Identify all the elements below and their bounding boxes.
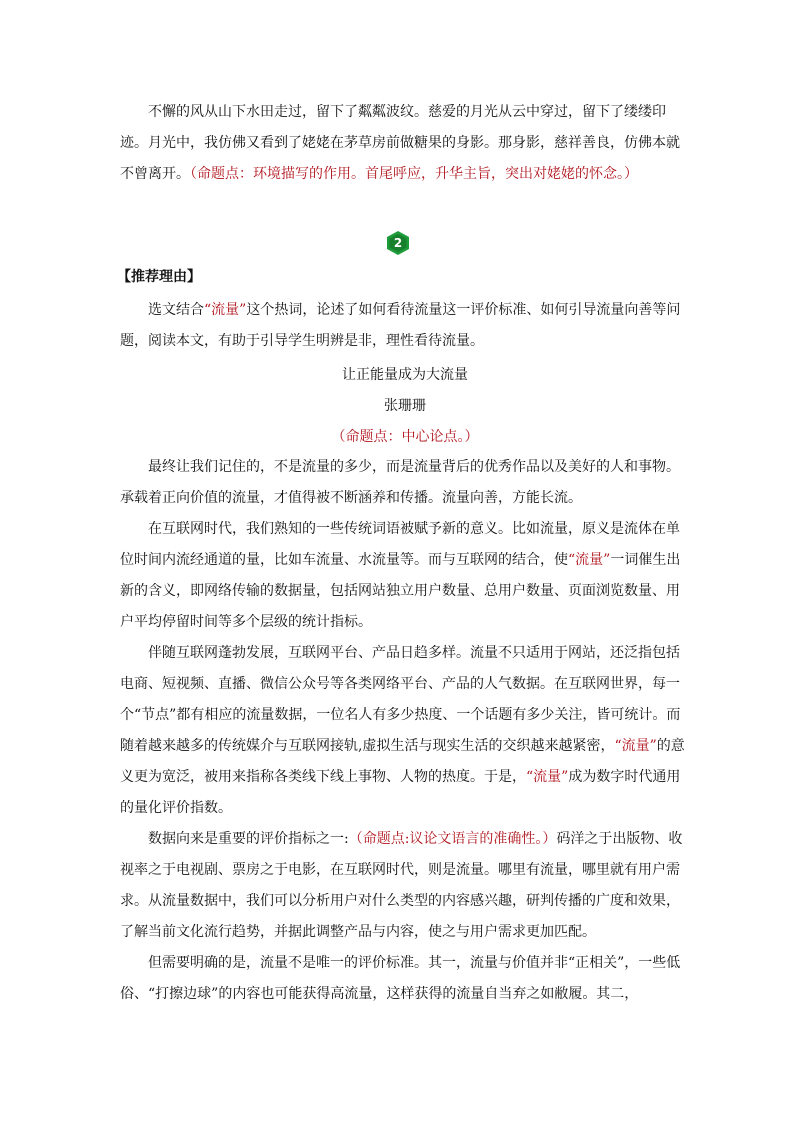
body-paragraph-4-text-a: 数据向来是重要的评价指标之一: xyxy=(148,831,349,847)
body-paragraph-2 xyxy=(120,514,690,638)
body-paragraph-3-quoted-1: “节点” xyxy=(134,707,177,723)
body-paragraph-3-text-a: 伴随互联网蓬勃发展，互联网平台、产品日趋多样。流量不只适用于网站，还泛指包括电商、短视频、直播、微信公众号等各类网络平台、产品的人气数据。在互联网世界，每一个 xyxy=(120,645,680,723)
body-paragraph-2-text-b: 一词催生出新的含义，即网络传输的数据量，包括网站独立用户数量、总用户数量、页面浏览数量、用户平均停留时间等多个层级的统计指标。 xyxy=(120,552,681,630)
closing-paragraph-text: 不懈的风从山下水田走过，留下了粼粼波纹。慈爱的月光从云中穿过，留下了缕缕印迹。月光中，我仿佛又看到了姥姥在茅草房前做糖果的身影。那身影，慈祥善良，仿佛本就不曾离开。 xyxy=(120,104,680,182)
recommendation-text-1: 选文结合 xyxy=(148,302,204,318)
closing-paragraph xyxy=(120,97,690,190)
body-paragraph-3-text-d: 成为数字时代通用的量化评价指数。 xyxy=(120,769,681,816)
recommendation-text-2: 这个热词，论述了如何看待流量这一评价标准、如何引导流量向善等问题，阅读本文，有助于引导学生明辨是非，理性看待流量。 xyxy=(120,302,681,349)
body-paragraph-3-text-c: 的意义更为宽泛，被用来指称各类线下线上事物、人物的热度。于是， xyxy=(120,738,685,785)
body-paragraph-1-text: 最终让我们记住的，不是流量的多少，而是流量背后的优秀作品以及美好的人和事物。承载着正向价值的流量，才值得被不断涵养和传播。流量向善，方能长流。 xyxy=(120,459,680,506)
recommendation-quoted: “流量” xyxy=(204,302,247,318)
body-paragraph-5-text: 但需要明确的是，流量不是唯一的评价标准。其一，流量与价值并非“正相关”，一些低俗、“打擦边球”的内容也可能获得高流量，这样获得的流量自当弃之如敝履。其二， xyxy=(120,955,681,1002)
body-paragraph-3-text-b: 都有相应的流量数据，一位名人有多少热度、一个话题有多少关注，皆可统计。而随着越来越多的传统媒介与互联网接轨,虚拟生活与现实生活的交织越来越紧密， xyxy=(120,707,681,754)
body-paragraph-3-quoted-3: “流量” xyxy=(526,769,569,785)
body-paragraph-4-text-b: 码洋之于出版物、收视率之于电视剧、票房之于电影，在互联网时代，则是流量。哪里有流量，哪里就有用户需求。从流量数据中，我们可以分析用户对什么类型的内容感兴趣，研判传播的广度和效果，了解当前文化流行趋势，并据此调整产品与内容，使之与用户需求更加匹配。 xyxy=(120,831,683,940)
body-paragraph-3-quoted-2: “流量” xyxy=(614,738,657,754)
section-number-badge xyxy=(385,230,411,256)
closing-paragraph-note: （命题点：环境描写的作用。首尾呼应，升华主旨，突出对姥姥的怀念。） xyxy=(190,166,638,182)
body-paragraph-5 xyxy=(120,948,690,1010)
article-author: 张珊珊 xyxy=(384,398,426,414)
thesis-note: （命题点：中心论点。） xyxy=(331,429,479,445)
badge-number: 2 xyxy=(393,236,403,250)
article-title: 让正能量成为大流量 xyxy=(342,367,468,383)
section-heading: 【推荐理由】 xyxy=(117,269,201,285)
body-paragraph-2-text-a: 在互联网时代，我们熟知的一些传统词语被赋予新的意义。比如流量，原义是流体在单位时间内流经通道的量，比如车流量、水流量等。而与互联网的结合，使 xyxy=(120,521,680,568)
body-paragraph-3 xyxy=(120,638,690,824)
body-paragraph-1 xyxy=(120,452,690,514)
body-paragraph-4-note: （命题点:议论文语言的准确性。） xyxy=(348,831,557,847)
body-paragraph-4 xyxy=(120,824,690,948)
body-paragraph-2-quoted: “流量” xyxy=(568,552,611,568)
recommendation-paragraph xyxy=(120,295,690,357)
